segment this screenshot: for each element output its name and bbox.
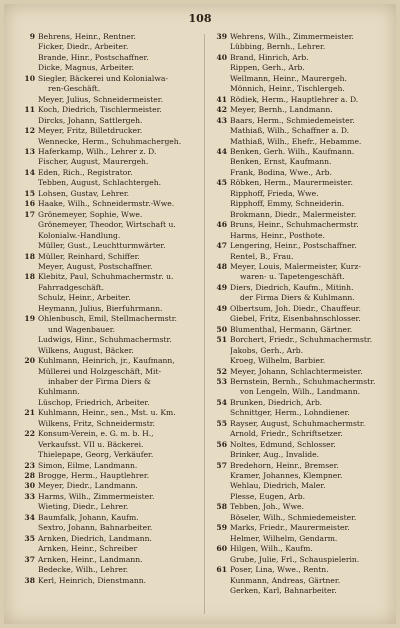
resident-line: Wehrens, Wilh., Zimmermeister.	[230, 32, 354, 41]
address-entry	[20, 105, 198, 126]
house-number: 59	[216, 523, 227, 533]
resident-line: Dicke, Magnus, Arbeiter.	[38, 63, 135, 73]
resident-line: Frank, Bodina, Wwe., Arb.	[230, 167, 332, 177]
address-entry	[20, 210, 198, 252]
resident-line: Koch, Diedrich, Tischlermeister.	[38, 105, 162, 115]
resident-line: Ohlenbusch, Emil, Stellmachermstr.	[38, 314, 177, 324]
resident-line: Kuhlmann, Heinr., sen., Mst. u. Km.	[38, 408, 176, 418]
resident-line: Helmer, Wilhelm, Gendarm.	[230, 533, 338, 543]
resident-line: Meyer, Bernh., Landmann.	[230, 105, 333, 115]
house-number: 39	[216, 32, 227, 41]
resident-line: Tebben, August, Schlachtergeh.	[38, 178, 162, 188]
house-number: 61	[216, 565, 227, 575]
address-entry	[212, 325, 390, 335]
resident-line: Fischer, August, Maurergeh.	[38, 157, 149, 167]
address-entry	[20, 492, 198, 513]
address-entry	[20, 429, 198, 460]
resident-line: Kunmann, Andreas, Gärtner.	[230, 575, 341, 585]
resident-line: Bedecke, Wilh., Lehrer.	[38, 565, 129, 575]
resident-line: Benken, Ernst, Kaufmann.	[230, 157, 332, 167]
address-entry	[20, 576, 198, 586]
resident-line: Müller, Gust., Leuchtturmwärter.	[38, 241, 166, 251]
resident-line: Brogge, Herm., Hauptlehrer.	[38, 471, 150, 481]
resident-line: Brinker, Aug., Invalide.	[230, 450, 320, 460]
resident-line: Sextro, Johann, Bahnarbeiter.	[38, 523, 153, 533]
resident-line: Simon, Eilme, Landmann.	[38, 460, 138, 470]
resident-line: Kramer, Johannes, Klempner.	[230, 471, 343, 481]
address-entry	[20, 408, 198, 429]
resident-line: Thielepape, Georg, Verkäufer.	[38, 450, 154, 460]
resident-line: inhaber der Firma Diers &	[48, 376, 151, 386]
resident-line: Tebben, Joh., Wwe.	[230, 502, 304, 512]
house-number: 10	[24, 73, 35, 83]
address-entry	[212, 147, 390, 178]
address-entry	[212, 523, 390, 544]
address-entry	[212, 32, 390, 53]
house-number: 55	[216, 418, 227, 428]
address-entry	[212, 116, 390, 147]
resident-line: Grube, Julie, Frl., Schauspielerin.	[230, 554, 360, 564]
directory-page	[4, 4, 396, 624]
house-number: 51	[216, 335, 227, 345]
house-number: 45	[216, 178, 227, 188]
resident-line: von Lengeln, Wilh., Landmann.	[240, 387, 361, 397]
house-number: 58	[216, 502, 227, 512]
address-entry	[20, 534, 198, 555]
resident-line: Gerken, Karl, Bahnarbeiter.	[230, 586, 337, 596]
resident-line: Eden, Rich., Registrator.	[38, 167, 133, 177]
house-number: 60	[216, 544, 227, 554]
address-entry	[20, 32, 198, 74]
resident-line: Harms, Wilh., Zimmermeister.	[38, 491, 155, 501]
resident-line: Heymann, Julius, Bierfuhrmann.	[38, 303, 163, 313]
address-entry	[20, 252, 198, 273]
resident-line: Marks, Friedr., Maurermeister.	[230, 523, 350, 533]
resident-line: Fahrradgeschäft.	[38, 282, 105, 292]
resident-line: waren- u. Tapetengeschäft.	[240, 272, 345, 282]
resident-line: der Firma Diers & Kuhlmann.	[240, 293, 355, 303]
resident-line: Haferkamp, Wilh., Lehrer z. D.	[38, 146, 157, 156]
address-entry	[212, 304, 390, 325]
address-entry	[20, 513, 198, 534]
house-number: 28	[24, 471, 35, 481]
house-number: 37	[24, 554, 35, 564]
address-entry	[20, 461, 198, 471]
house-number: 54	[216, 397, 227, 407]
address-entry	[212, 461, 390, 503]
resident-line: Plesse, Eugen, Arb.	[230, 491, 306, 501]
resident-line: Kerl, Heinrich, Dienstmann.	[38, 575, 147, 585]
house-number: 56	[216, 439, 227, 449]
house-number: 49	[216, 303, 227, 313]
address-entry	[20, 168, 198, 189]
resident-line: Noltes, Edmund, Schlosser.	[230, 439, 336, 449]
resident-line: Konsum-Verein, e. G. m. b. H.,	[38, 429, 154, 439]
resident-line: Olbertsum, Joh. Diedr., Chauffeur.	[230, 303, 361, 313]
house-number: 33	[24, 491, 35, 501]
resident-line: Müller, Reinhard, Schiffer.	[38, 251, 140, 261]
resident-line: Bruns, Heinr., Schuhmachermstr.	[230, 220, 359, 230]
resident-line: Rayser, August, Schuhmachermstr.	[230, 418, 366, 428]
resident-line: Kroeg, Wilhelm, Barbier.	[230, 356, 326, 366]
resident-line: Schulz, Heinr., Arbeiter.	[38, 293, 131, 303]
resident-line: Borchert, Friedr., Schuhmachermstr.	[230, 335, 373, 345]
resident-line: Meyer, Johann, Schlachtermeister.	[230, 366, 363, 376]
house-number: 16	[24, 199, 35, 209]
address-entry	[20, 126, 198, 147]
house-number: 15	[24, 188, 35, 198]
house-number: 47	[216, 241, 227, 251]
house-number: 18	[24, 251, 35, 261]
address-entry	[212, 178, 390, 220]
resident-line: Mathiaß, Wilh., Schaffner a. D.	[230, 126, 350, 136]
house-number: 34	[24, 512, 35, 522]
resident-line: Meyer, Louis, Malermeister, Kurz-	[230, 261, 361, 271]
left-column	[20, 32, 198, 586]
house-number: 18	[24, 272, 35, 282]
address-entry	[212, 95, 390, 105]
address-entry	[212, 440, 390, 461]
resident-line: Bernstein, Bernh., Schuhmachermstr.	[230, 376, 376, 386]
resident-line: Schnittger, Herm., Lohndiener.	[230, 408, 350, 418]
resident-line: Kuhlmann.	[38, 387, 80, 397]
resident-line: Meyer, Fritz, Billetdrucker.	[38, 126, 143, 136]
resident-line: Brokmann, Diedr., Malermeister.	[230, 209, 357, 219]
resident-line: Verkaufsst. VII u. Bäckerei.	[38, 439, 144, 449]
resident-line: Bredehorn, Heinr., Bremser.	[230, 460, 339, 470]
address-entry	[212, 419, 390, 440]
house-number: 53	[216, 376, 227, 386]
house-number: 57	[216, 460, 227, 470]
resident-line: Poser, Lina, Wwe., Rentn.	[230, 565, 329, 575]
house-number: 38	[24, 575, 35, 585]
resident-line: Wehlau, Diedrich, Maler.	[230, 481, 326, 491]
resident-line: Rippen, Gerh., Arb.	[230, 63, 305, 73]
resident-line: Ludwigs, Hinr., Schuhmachermstr.	[38, 335, 172, 345]
resident-line: Giebel, Fritz, Eisenbahnschlosser.	[230, 314, 361, 324]
resident-line: Grönemeyer, Theodor, Wirtschaft u.	[38, 220, 176, 230]
resident-line: Jakobs, Gerh., Arb.	[230, 345, 304, 355]
resident-line: Arnken, Heinr., Landmann.	[38, 554, 143, 564]
address-entry	[212, 565, 390, 596]
address-entry	[20, 471, 198, 481]
resident-line: Lohsen, Gustav, Lehrer.	[38, 188, 130, 198]
resident-line: Brande, Hinr., Postschaffner.	[38, 52, 149, 62]
resident-line: Rentel, B., Frau.	[230, 251, 294, 261]
house-number: 42	[216, 105, 227, 115]
house-number: 50	[216, 324, 227, 334]
resident-line: Brand, Hinrich, Arb.	[230, 52, 309, 62]
resident-line: ren-Geschäft.	[48, 84, 100, 94]
address-entry	[212, 53, 390, 95]
right-column	[212, 32, 390, 596]
resident-line: Dircks, Johann, Sattlergeh.	[38, 115, 143, 125]
house-number: 44	[216, 146, 227, 156]
address-entry	[20, 356, 198, 408]
resident-line: Behrens, Heinr., Rentner.	[38, 32, 136, 41]
resident-line: Benken, Gerh. Wilh., Kaufmann.	[230, 146, 355, 156]
resident-line: Wellmann, Heinr., Maurergeh.	[230, 73, 347, 83]
resident-line: Lüschop, Friedrich, Arbeiter.	[38, 397, 150, 407]
resident-line: Arnken, Heinr., Schreiber	[38, 544, 138, 554]
house-number: 49	[216, 282, 227, 292]
address-entry	[212, 367, 390, 377]
address-entry	[20, 74, 198, 105]
resident-line: Wieting, Diedr., Lehrer.	[38, 502, 129, 512]
house-number: 22	[24, 429, 35, 439]
address-entry	[20, 199, 198, 209]
house-number: 35	[24, 533, 35, 543]
resident-line: Ripphoff, Emmy, Schneiderin.	[230, 199, 345, 209]
address-entry	[20, 147, 198, 168]
house-number: 11	[24, 105, 35, 115]
resident-line: Baumfalk, Johann, Kaufm.	[38, 512, 139, 522]
resident-line: und Wagenbauer.	[48, 324, 115, 334]
address-entry	[212, 502, 390, 523]
resident-line: Rödiek, Herm., Hauptlehrer a. D.	[230, 94, 359, 104]
resident-line: Mönnich, Heinr., Tischlergeh.	[230, 84, 345, 94]
address-entry	[20, 314, 198, 356]
resident-line: Meyer, Diedr., Landmann.	[38, 481, 138, 491]
address-entry	[212, 262, 390, 283]
resident-line: Müllerei und Holzgeschäft, Mit-	[38, 366, 162, 376]
page-number: 108	[188, 12, 212, 25]
resident-line: Lengering, Heinr., Postschaffner.	[230, 241, 357, 251]
address-entry	[20, 481, 198, 491]
resident-line: Wilkens, Fritz, Schneidermstr.	[38, 418, 155, 428]
resident-line: Meyer, August, Postschaffner.	[38, 261, 153, 271]
house-number: 52	[216, 366, 227, 376]
house-number: 46	[216, 220, 227, 230]
resident-line: Wilkens, August, Bäcker.	[38, 345, 134, 355]
resident-line: Kuhlmann, Heinrich, jr., Kaufmann,	[38, 356, 175, 366]
resident-line: Grönemeyer, Sophie, Wwe.	[38, 209, 143, 219]
resident-line: Lübbing, Bernh., Lehrer.	[230, 42, 326, 52]
house-number: 14	[24, 167, 35, 177]
house-number: 13	[24, 146, 35, 156]
resident-line: Ficker, Diedr., Arbeiter.	[38, 42, 129, 52]
address-entry	[212, 220, 390, 241]
resident-line: Klebitz, Paul, Schuhmachermstr. u.	[38, 272, 174, 282]
resident-line: Haake, Wilh., Schneidermstr.-Wwe.	[38, 199, 175, 209]
address-entry	[20, 555, 198, 576]
resident-line: Ripphoff, Frieda, Wwe.	[230, 188, 319, 198]
house-number: 43	[216, 115, 227, 125]
resident-line: Brunken, Diedrich, Arb.	[230, 397, 323, 407]
address-entry	[212, 105, 390, 115]
resident-line: Hilgen, Wilh., Kaufm.	[230, 544, 313, 554]
house-number: 19	[24, 314, 35, 324]
house-number: 30	[24, 481, 35, 491]
resident-line: Mathiaß, Wilh., Ehefr., Hebamme.	[230, 136, 362, 146]
resident-line: Meyer, Julius, Schneidermeister.	[38, 94, 164, 104]
resident-line: Böseler, Wilh., Schmiedemeister.	[230, 512, 357, 522]
address-entry	[212, 335, 390, 366]
resident-line: Blumenthal, Hermann, Gärtner.	[230, 324, 353, 334]
resident-line: Siegler, Bäckerei und Kolonialwa-	[38, 73, 168, 83]
address-entry	[20, 272, 198, 314]
house-number: 12	[24, 126, 35, 136]
house-number: 17	[24, 209, 35, 219]
address-entry	[212, 283, 390, 304]
resident-line: Diers, Diedrich, Kaufm., Mitinh.	[230, 282, 354, 292]
address-entry	[20, 189, 198, 199]
house-number: 40	[216, 52, 227, 62]
house-number: 41	[216, 94, 227, 104]
house-number: 23	[24, 460, 35, 470]
resident-line: Wennecke, Herm., Schuhmachergeh.	[38, 136, 182, 146]
house-number: 9	[29, 32, 35, 41]
resident-line: Röbken, Herm., Maurermeister.	[230, 178, 353, 188]
address-entry	[212, 377, 390, 398]
resident-line: Kolonialw.-Handlung.	[38, 230, 121, 240]
resident-line: Baars, Herm., Schmiedemeister.	[230, 115, 355, 125]
resident-line: Arnold, Friedr., Schriftsetzer.	[230, 429, 343, 439]
column-divider	[204, 34, 205, 614]
address-entry	[212, 241, 390, 262]
address-entry	[212, 398, 390, 419]
address-entry	[212, 544, 390, 565]
resident-line: Harms, Heinr., Posthote.	[230, 230, 325, 240]
resident-line: Arnken, Diedrich, Landmann.	[38, 533, 152, 543]
house-number: 20	[24, 356, 35, 366]
house-number: 21	[24, 408, 35, 418]
house-number: 48	[216, 261, 227, 271]
